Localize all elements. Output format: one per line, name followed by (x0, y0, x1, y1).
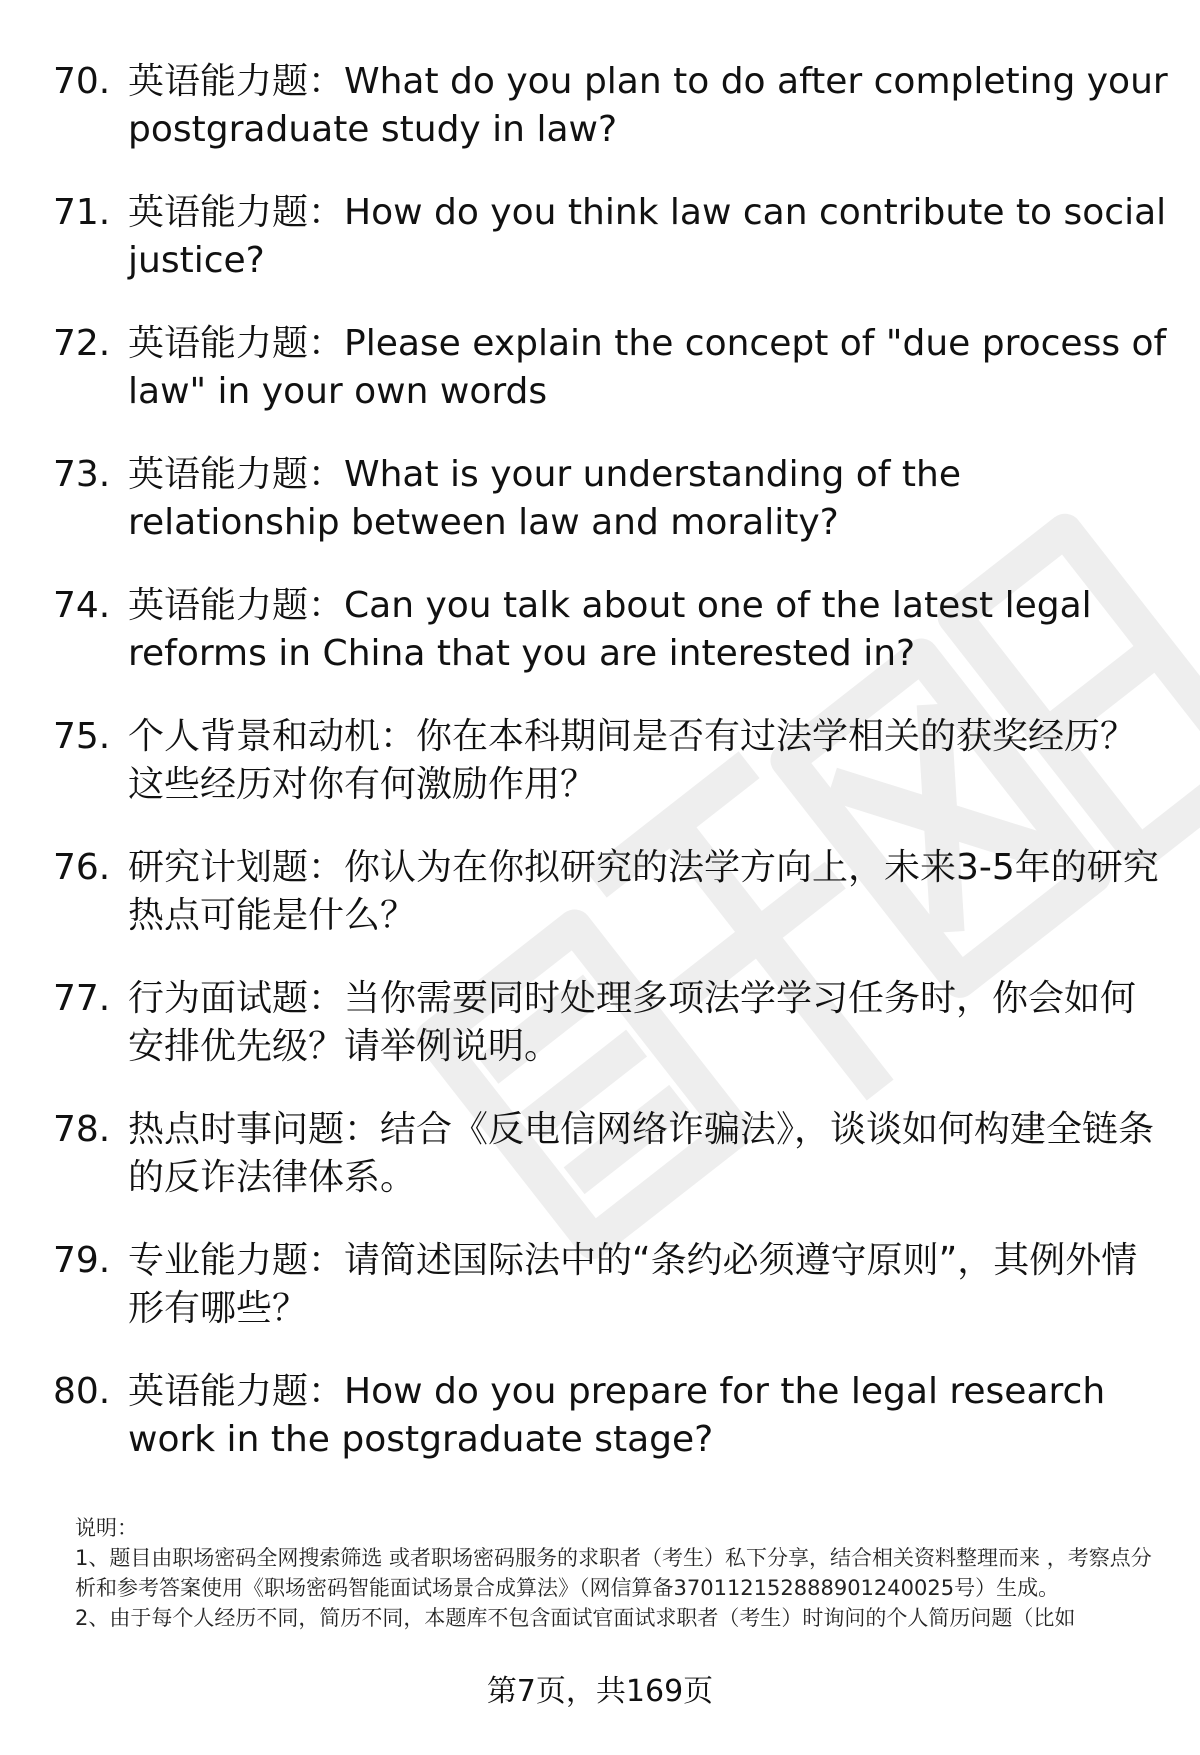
question-text: 个人背景和动机：你在本科期间是否有过法学相关的获奖经历？这些经历对你有何激励作用？ (128, 716, 1137, 805)
question-number: 75. (53, 716, 111, 757)
question-number: 71. (53, 192, 111, 233)
question-number: 80. (53, 1371, 111, 1412)
question-item (0, 58, 1200, 189)
notes-item-2: 2、由于每个人经历不同，简历不同，本题库不包含面试官面试求职者（考生）时询问的个人简历问题（比如 (75, 1606, 1076, 1630)
question-number: 77. (53, 978, 111, 1019)
question-number: 72. (53, 323, 111, 364)
page-number-label: 第7页，共169页 (486, 1674, 714, 1709)
question-number: 70. (53, 61, 111, 102)
question-item (0, 1106, 1200, 1237)
question-item (0, 713, 1200, 844)
question-text: 研究计划题：你认为在你拟研究的法学方向上，未来3-5年的研究热点可能是什么？ (128, 847, 1159, 936)
question-number: 74. (53, 585, 111, 626)
question-text: 行为面试题：当你需要同时处理多项法学学习任务时，你会如何安排优先级？请举例说明。 (128, 978, 1137, 1067)
notes-heading: 说明： (75, 1516, 138, 1540)
question-text: 英语能力题：What do you plan to do after completing your postgraduate study in law? (128, 61, 1168, 150)
question-item (0, 320, 1200, 451)
question-item (0, 1368, 1200, 1499)
question-text: 英语能力题：How do you prepare for the legal research work in the postgraduate stage? (128, 1371, 1106, 1460)
notes-section (75, 1513, 1155, 1633)
question-text: 英语能力题：Please explain the concept of "due process of law" in your own words (128, 323, 1167, 412)
question-number: 76. (53, 847, 111, 888)
question-text: 英语能力题：Can you talk about one of the latest legal reforms in China that you are interested in? (128, 585, 1092, 674)
question-item (0, 451, 1200, 582)
question-item (0, 975, 1200, 1106)
question-number: 73. (53, 454, 111, 495)
question-item (0, 844, 1200, 975)
question-number: 79. (53, 1240, 111, 1281)
question-text: 英语能力题：What is your understanding of the relationship between law and morality? (128, 454, 961, 543)
question-item (0, 582, 1200, 713)
question-list (0, 58, 1200, 1499)
question-number: 78. (53, 1109, 111, 1150)
question-text: 专业能力题：请简述国际法中的“条约必须遵守原则”，其例外情形有哪些？ (128, 1240, 1138, 1329)
question-text: 英语能力题：How do you think law can contribute to social justice? (128, 192, 1167, 281)
notes-item-1: 1、题目由职场密码全网搜索筛选 或者职场密码服务的求职者（考生）私下分享，结合相关资料整理而来 ，考察点分析和参考答案使用《职场密码智能面试场景合成算法》（网信算备370112152888901240025号）生成。 (75, 1546, 1152, 1600)
question-item (0, 189, 1200, 320)
question-item (0, 1237, 1200, 1368)
page-footer (0, 1672, 1200, 1712)
question-text: 热点时事问题：结合《反电信网络诈骗法》，谈谈如何构建全链条的反诈法律体系。 (128, 1109, 1155, 1198)
